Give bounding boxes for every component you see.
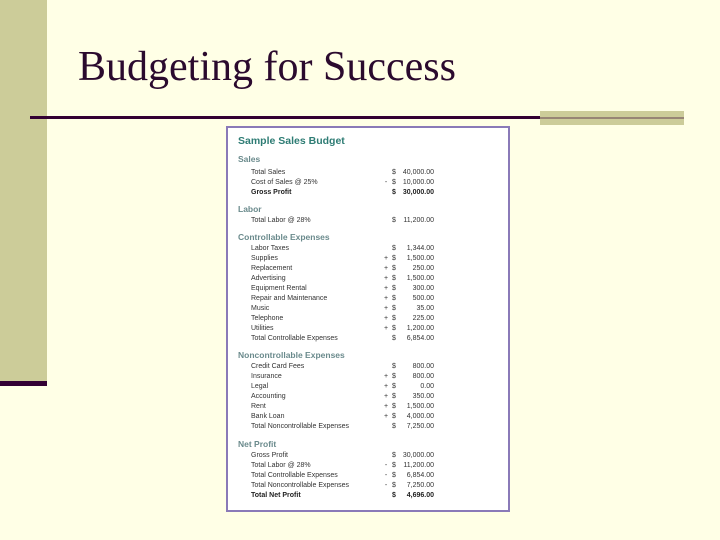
title-divider-accent-line <box>540 117 684 119</box>
title-divider <box>30 116 540 119</box>
budget-row <box>228 372 508 382</box>
row-sign: + <box>383 265 389 272</box>
row-label: Insurance <box>251 373 282 380</box>
budget-row <box>228 168 508 178</box>
row-currency: $ <box>392 462 396 469</box>
row-currency: $ <box>392 275 396 282</box>
budget-row <box>228 188 508 198</box>
row-currency: $ <box>392 295 396 302</box>
budget-row <box>228 382 508 392</box>
row-label: Gross Profit <box>251 452 288 459</box>
row-label: Total Net Profit <box>251 492 301 499</box>
row-currency: $ <box>392 423 396 430</box>
budget-row <box>228 244 508 254</box>
row-amount: 350.00 <box>412 393 434 400</box>
row-label: Bank Loan <box>251 413 285 420</box>
row-amount: 7,250.00 <box>406 482 434 489</box>
row-sign: - <box>384 482 388 489</box>
row-amount: 10,000.00 <box>402 179 434 186</box>
row-amount: 6,854.00 <box>406 472 434 479</box>
row-label: Rent <box>251 403 266 410</box>
left-accent-band-cap <box>0 381 47 386</box>
row-currency: $ <box>392 383 396 390</box>
budget-title: Sample Sales Budget <box>238 135 345 147</box>
row-currency: $ <box>392 363 396 370</box>
row-amount: 6,854.00 <box>406 335 434 342</box>
budget-row <box>228 481 508 491</box>
budget-row <box>228 264 508 274</box>
row-sign: + <box>383 413 389 420</box>
budget-row <box>228 294 508 304</box>
row-sign: + <box>383 285 389 292</box>
section-heading: Sales <box>238 154 261 164</box>
row-label: Utilities <box>251 325 274 332</box>
budget-row <box>228 451 508 461</box>
row-amount: 4,000.00 <box>406 413 434 420</box>
row-currency: $ <box>392 325 396 332</box>
budget-row <box>228 178 508 188</box>
row-currency: $ <box>392 452 396 459</box>
row-label: Total Noncontrollable Expenses <box>251 423 350 430</box>
row-amount: 1,344.00 <box>406 245 434 252</box>
row-amount: 225.00 <box>412 315 434 322</box>
row-sign: + <box>383 315 389 322</box>
row-label: Replacement <box>251 265 293 272</box>
row-label: Repair and Maintenance <box>251 295 328 302</box>
row-amount: 1,500.00 <box>406 403 434 410</box>
row-amount: 35.00 <box>416 305 434 312</box>
row-sign: + <box>383 275 389 282</box>
row-currency: $ <box>392 472 396 479</box>
budget-row <box>228 314 508 324</box>
row-label: Total Labor @ 28% <box>251 462 311 469</box>
row-sign: + <box>383 305 389 312</box>
row-label: Total Controllable Expenses <box>251 472 338 479</box>
row-amount: 30,000.00 <box>402 452 434 459</box>
row-currency: $ <box>392 245 396 252</box>
row-sign: - <box>384 472 388 479</box>
row-label: Total Sales <box>251 169 286 176</box>
row-currency: $ <box>392 393 396 400</box>
row-sign: - <box>384 179 388 186</box>
row-currency: $ <box>392 403 396 410</box>
row-currency: $ <box>392 492 396 499</box>
row-label: Supplies <box>251 255 278 262</box>
budget-row <box>228 402 508 412</box>
section-heading: Noncontrollable Expenses <box>238 350 345 360</box>
budget-sheet <box>226 126 510 512</box>
row-sign: + <box>383 325 389 332</box>
budget-row <box>228 471 508 481</box>
row-amount: 250.00 <box>412 265 434 272</box>
section-heading: Controllable Expenses <box>238 232 330 242</box>
row-label: Legal <box>251 383 269 390</box>
row-sign: + <box>383 373 389 380</box>
row-amount: 7,250.00 <box>406 423 434 430</box>
row-currency: $ <box>392 169 396 176</box>
row-amount: 800.00 <box>412 363 434 370</box>
row-amount: 40,000.00 <box>402 169 434 176</box>
row-currency: $ <box>392 305 396 312</box>
budget-row <box>228 461 508 471</box>
budget-row <box>228 334 508 344</box>
row-label: Cost of Sales @ 25% <box>251 179 318 186</box>
row-currency: $ <box>392 373 396 380</box>
row-currency: $ <box>392 315 396 322</box>
row-sign: + <box>383 255 389 262</box>
budget-row <box>228 412 508 422</box>
slide-title: Budgeting for Success <box>78 44 456 90</box>
row-label: Equipment Rental <box>251 285 307 292</box>
row-amount: 11,200.00 <box>403 217 434 224</box>
budget-row <box>228 392 508 402</box>
row-currency: $ <box>392 335 396 342</box>
row-currency: $ <box>392 179 396 186</box>
budget-row <box>228 491 508 501</box>
budget-row <box>228 254 508 264</box>
row-label: Labor Taxes <box>251 245 290 252</box>
row-amount: 1,500.00 <box>406 255 434 262</box>
row-currency: $ <box>392 265 396 272</box>
row-amount: 11,200.00 <box>403 462 434 469</box>
row-label: Total Noncontrollable Expenses <box>251 482 350 489</box>
row-label: Music <box>251 305 270 312</box>
section-heading: Labor <box>238 204 262 214</box>
budget-row <box>228 422 508 432</box>
budget-row <box>228 274 508 284</box>
row-currency: $ <box>392 255 396 262</box>
row-amount: 1,500.00 <box>406 275 434 282</box>
row-amount: 30,000.00 <box>402 189 434 196</box>
row-amount: 800.00 <box>412 373 434 380</box>
row-amount: 300.00 <box>412 285 434 292</box>
section-heading: Net Profit <box>238 439 277 449</box>
row-amount: 4,696.00 <box>406 492 434 499</box>
row-label: Advertising <box>251 275 286 282</box>
budget-row <box>228 324 508 334</box>
row-amount: 500.00 <box>412 295 434 302</box>
budget-row <box>228 284 508 294</box>
row-label: Accounting <box>251 393 286 400</box>
budget-row <box>228 216 508 226</box>
row-currency: $ <box>392 413 396 420</box>
row-sign: - <box>384 462 388 469</box>
row-amount: 0.00 <box>420 383 434 390</box>
row-currency: $ <box>392 482 396 489</box>
budget-row <box>228 362 508 372</box>
row-label: Gross Profit <box>251 189 292 196</box>
row-amount: 1,200.00 <box>406 325 434 332</box>
row-sign: + <box>383 295 389 302</box>
budget-row <box>228 304 508 314</box>
row-currency: $ <box>392 285 396 292</box>
row-sign: + <box>383 393 389 400</box>
row-label: Total Labor @ 28% <box>251 217 311 224</box>
left-accent-band <box>0 0 47 383</box>
row-label: Credit Card Fees <box>251 363 305 370</box>
row-label: Telephone <box>251 315 284 322</box>
row-sign: + <box>383 403 389 410</box>
row-currency: $ <box>392 217 396 224</box>
row-label: Total Controllable Expenses <box>251 335 338 342</box>
row-currency: $ <box>392 189 396 196</box>
row-sign: + <box>383 383 389 390</box>
